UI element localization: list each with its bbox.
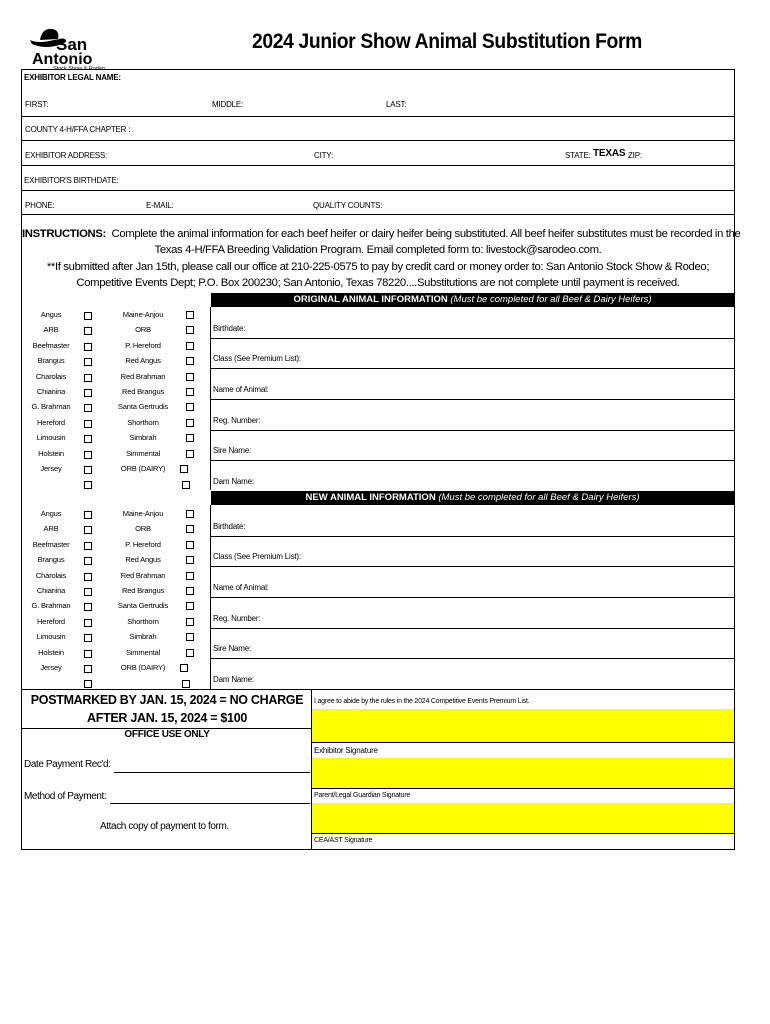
attach-payment-note: Attach copy of payment to form. — [100, 821, 229, 832]
new-breed-checkbox[interactable] — [84, 650, 92, 658]
state-value: TEXAS — [593, 148, 626, 159]
original-breed-label: Beefmaster — [32, 340, 70, 350]
new-field-label: Reg. Number: — [213, 613, 261, 623]
original-field-row[interactable] — [211, 338, 734, 369]
original-breed-checkbox[interactable] — [84, 343, 92, 351]
new-breed-label: ORB — [135, 524, 151, 534]
divider — [312, 833, 734, 834]
divider — [312, 742, 734, 743]
original-field-label: Dam Name: — [213, 477, 254, 486]
new-field-label: Birthdate: — [213, 521, 246, 531]
city-field[interactable] — [337, 147, 557, 161]
new-breed-checkbox[interactable] — [186, 587, 194, 595]
new-breed-checkbox[interactable] — [84, 557, 92, 565]
original-breed-label: P. Hereford — [125, 340, 161, 350]
date-payment-received-field[interactable] — [114, 772, 310, 773]
original-field-label: Sire Name: — [213, 446, 252, 456]
new-breed-label: Brangus — [37, 555, 65, 565]
parent-signature-field[interactable] — [312, 758, 734, 788]
new-breed-label: G. Brahman — [31, 601, 71, 611]
original-breed-checkbox[interactable] — [180, 465, 188, 473]
new-breed-label: Santa Gertrudis — [117, 601, 169, 611]
new-breed-label: ARB — [43, 524, 59, 534]
new-breed-label: Red Brahman — [120, 570, 166, 580]
original-breed-checkbox[interactable] — [84, 420, 92, 428]
original-breed-checkbox[interactable] — [186, 434, 194, 442]
new-breed-checkbox[interactable] — [84, 542, 92, 550]
original-breed-label: Santa Gertrudis — [117, 402, 169, 412]
original-breed-label: G. Brahman — [31, 402, 71, 412]
original-breed-checkbox[interactable] — [186, 388, 194, 396]
quality-counts-label: QUALITY COUNTS: — [313, 201, 383, 210]
original-breed-checkbox[interactable] — [186, 450, 194, 458]
new-breed-checkbox[interactable] — [186, 556, 194, 564]
original-animal-header: ORIGINAL ANIMAL INFORMATION (Must be completed for all Beef & Dairy Heifers) — [211, 293, 734, 307]
new-breed-checkbox[interactable] — [84, 603, 92, 611]
new-breed-checkbox[interactable] — [84, 619, 92, 627]
new-breed-checkbox[interactable] — [186, 618, 194, 626]
substitution-form — [21, 69, 741, 850]
new-other-checkbox[interactable] — [84, 680, 92, 688]
original-field-row[interactable] — [211, 460, 734, 491]
original-breed-label: Angus — [40, 310, 62, 319]
original-breed-checkbox[interactable] — [84, 451, 92, 459]
phone-label: PHONE: — [25, 201, 55, 210]
middle-name-field[interactable] — [247, 96, 377, 110]
new-field-label: Class (See Premium List): — [213, 552, 301, 562]
svg-text:Antonio: Antonio — [32, 51, 93, 68]
original-breed-checkbox[interactable] — [84, 374, 92, 382]
original-breed-checkbox[interactable] — [84, 435, 92, 443]
original-breed-checkbox[interactable] — [84, 327, 92, 335]
instructions-line-3: **If submitted after Jan 15th, please call our office at 210-225-0575 to pay by credit card or money order to: San Antonio Stock Show & Rodeo; — [46, 261, 710, 273]
divider — [22, 214, 734, 215]
email-field[interactable] — [180, 197, 305, 211]
original-breed-label: Brangus — [37, 356, 65, 366]
address-field[interactable] — [112, 147, 302, 161]
new-breed-checkbox[interactable] — [84, 573, 92, 581]
new-breed-checkbox[interactable] — [186, 602, 194, 610]
city-label: CITY: — [314, 151, 334, 160]
svg-text:San: San — [56, 35, 88, 54]
new-breed-label: P. Hereford — [125, 539, 161, 549]
original-breed-label: Red Angus — [125, 356, 161, 366]
quality-counts-field[interactable] — [384, 197, 730, 211]
new-breed-checkbox[interactable] — [186, 649, 194, 657]
divider — [22, 689, 734, 690]
new-breed-label: Simmental — [125, 647, 161, 657]
original-breed-label: Maine-Anjou — [122, 310, 164, 319]
new-field-row[interactable] — [211, 658, 734, 689]
original-breed-label: Chianina — [36, 387, 66, 396]
original-field-label: Name of Animal: — [213, 385, 269, 394]
new-breed-label: Jersey — [40, 663, 62, 672]
original-field-label: Reg. Number: — [213, 415, 261, 425]
cea-signature-label: CEA/AST Signature — [314, 837, 373, 844]
original-breed-checkbox[interactable] — [186, 311, 194, 319]
original-breed-checkbox[interactable] — [186, 342, 194, 350]
new-breed-label: Holstein — [38, 647, 64, 657]
new-breed-label: Beefmaster — [32, 539, 70, 549]
new-field-row[interactable] — [211, 536, 734, 567]
divider — [22, 190, 734, 191]
email-label: E-MAIL: — [146, 201, 174, 210]
new-breed-checkbox[interactable] — [186, 572, 194, 580]
cea-signature-field[interactable] — [312, 803, 734, 833]
phone-field[interactable] — [62, 197, 142, 211]
new-breed-label: Red Angus — [125, 555, 161, 565]
original-breed-label: Hereford — [37, 417, 65, 427]
parent-signature-label: Parent/Legal Guardian Signature — [314, 792, 411, 799]
original-breed-checkbox[interactable] — [84, 312, 92, 320]
first-name-label: FIRST: — [25, 100, 49, 109]
new-field-row[interactable] — [211, 597, 734, 628]
first-name-field[interactable] — [62, 96, 202, 110]
new-breed-checkbox[interactable] — [186, 525, 194, 533]
new-breed-checkbox[interactable] — [186, 541, 194, 549]
instructions-line-2: Texas 4-H/FFA Breeding Validation Program. Email completed form to: livestock@sarodeo.com. — [154, 244, 602, 256]
middle-name-label: MIDDLE: — [212, 100, 244, 109]
exhibitor-birthdate-field[interactable] — [122, 172, 730, 186]
original-field-label: Birthdate: — [213, 323, 246, 333]
instructions-line-4: Competitive Events Dept; P.O. Box 200230; San Antonio, Texas 78220....Substitutions are not complete until payment is received. — [76, 277, 680, 289]
original-field-label: Class (See Premium List): — [213, 354, 301, 364]
new-breed-label: Simbrah — [129, 632, 157, 642]
original-breed-checkbox[interactable] — [186, 403, 194, 411]
instructions-line-1: INSTRUCTIONS: Complete the animal information for each beef heifer or dairy heifer being substituted. All beef heifer substitutes must be recorded in the — [22, 228, 741, 240]
original-breed-label: Simmental — [125, 448, 161, 458]
new-breed-label: Maine-Anjou — [122, 509, 164, 518]
divider — [22, 116, 734, 117]
last-name-field[interactable] — [410, 96, 730, 110]
new-breed-checkbox[interactable] — [186, 510, 194, 518]
original-breed-label: Limousin — [36, 433, 66, 443]
last-name-label: LAST: — [386, 100, 407, 109]
new-breed-label: ORB (DAIRY) — [120, 663, 166, 672]
county-chapter-label: COUNTY 4-H/FFA CHAPTER : — [25, 125, 131, 134]
original-breed-checkbox[interactable] — [84, 389, 92, 397]
original-breed-label: Charolais — [35, 371, 67, 381]
exhibitor-signature-field[interactable] — [312, 709, 734, 742]
original-breed-checkbox[interactable] — [186, 373, 194, 381]
new-field-row[interactable] — [211, 566, 734, 597]
original-breed-label: Jersey — [40, 464, 62, 473]
form-title: 2024 Junior Show Animal Substitution Form — [252, 30, 642, 53]
new-field-label: Sire Name: — [213, 644, 252, 654]
new-other-checkbox[interactable] — [182, 680, 190, 688]
original-breed-label: Holstein — [38, 448, 64, 458]
new-breed-checkbox[interactable] — [84, 665, 92, 673]
san-antonio-logo — [26, 24, 126, 70]
original-other-checkbox[interactable] — [84, 481, 92, 489]
original-breed-label: ORB — [135, 325, 151, 335]
cowboy-hat-icon — [26, 24, 126, 70]
original-breed-checkbox[interactable] — [84, 358, 92, 366]
county-chapter-field[interactable] — [134, 121, 730, 135]
divider — [22, 140, 734, 141]
divider — [22, 165, 734, 166]
address-label: EXHIBITOR ADDRESS: — [25, 151, 108, 160]
original-breed-label: Simbrah — [129, 433, 157, 443]
original-breed-checkbox[interactable] — [84, 404, 92, 412]
payment-method-field[interactable] — [110, 803, 310, 804]
new-field-label: Dam Name: — [213, 675, 254, 684]
original-breed-label: Red Brahman — [120, 371, 166, 381]
late-fee: AFTER JAN. 15, 2024 = $100 — [87, 711, 247, 725]
original-field-row[interactable] — [211, 307, 734, 338]
new-breed-label: Chianina — [36, 586, 66, 595]
legal-name-label: EXHIBITOR LEGAL NAME: — [24, 73, 121, 82]
new-breed-checkbox[interactable] — [180, 664, 188, 672]
original-breed-checkbox[interactable] — [84, 466, 92, 474]
original-breed-label: Red Brangus — [121, 387, 165, 396]
original-breed-checkbox[interactable] — [186, 419, 194, 427]
new-animal-header: NEW ANIMAL INFORMATION (Must be completed for all Beef & Dairy Heifers) — [211, 491, 734, 505]
zip-field[interactable] — [644, 147, 730, 161]
original-other-checkbox[interactable] — [182, 481, 190, 489]
new-field-row[interactable] — [211, 505, 734, 536]
svg-text:Stock Show & Rodeo: Stock Show & Rodeo — [53, 66, 105, 70]
original-breed-checkbox[interactable] — [186, 326, 194, 334]
original-field-row[interactable] — [211, 430, 734, 461]
exhibitor-signature-label: Exhibitor Signature — [314, 746, 378, 755]
new-breed-label: Angus — [40, 509, 62, 518]
original-field-row[interactable] — [211, 399, 734, 430]
new-breed-checkbox[interactable] — [84, 511, 92, 519]
new-field-label: Name of Animal: — [213, 583, 269, 592]
zip-label: ZIP: — [628, 151, 642, 160]
birthdate-label: EXHIBITOR'S BIRTHDATE: — [24, 176, 119, 185]
new-breed-label: Charolais — [35, 570, 67, 580]
divider — [312, 788, 734, 789]
payment-method-label: Method of Payment: — [24, 791, 107, 802]
new-breed-checkbox[interactable] — [186, 633, 194, 641]
new-breed-label: Limousin — [36, 632, 66, 642]
date-payment-received-label: Date Payment Rec'd: — [24, 759, 111, 770]
agreement-text: I agree to abide by the rules in the 2024 Competitive Events Premium List. — [314, 698, 530, 705]
new-breed-label: Red Brangus — [121, 586, 165, 595]
instructions-label: INSTRUCTIONS: — [22, 228, 106, 240]
new-breed-checkbox[interactable] — [84, 588, 92, 596]
original-field-row[interactable] — [211, 368, 734, 399]
original-breed-label: Shorthorn — [127, 417, 159, 427]
new-breed-label: Shorthorn — [127, 616, 159, 626]
original-breed-checkbox[interactable] — [186, 357, 194, 365]
postmark-deadline: POSTMARKED BY JAN. 15, 2024 = NO CHARGE — [30, 693, 304, 707]
new-breed-checkbox[interactable] — [84, 526, 92, 534]
original-breed-label: ARB — [43, 325, 59, 335]
state-label: STATE: — [565, 151, 591, 160]
new-field-row[interactable] — [211, 628, 734, 659]
office-use-only: OFFICE USE ONLY — [124, 729, 210, 740]
original-breed-label: ORB (DAIRY) — [120, 464, 166, 473]
new-breed-label: Hereford — [37, 616, 65, 626]
new-breed-checkbox[interactable] — [84, 634, 92, 642]
